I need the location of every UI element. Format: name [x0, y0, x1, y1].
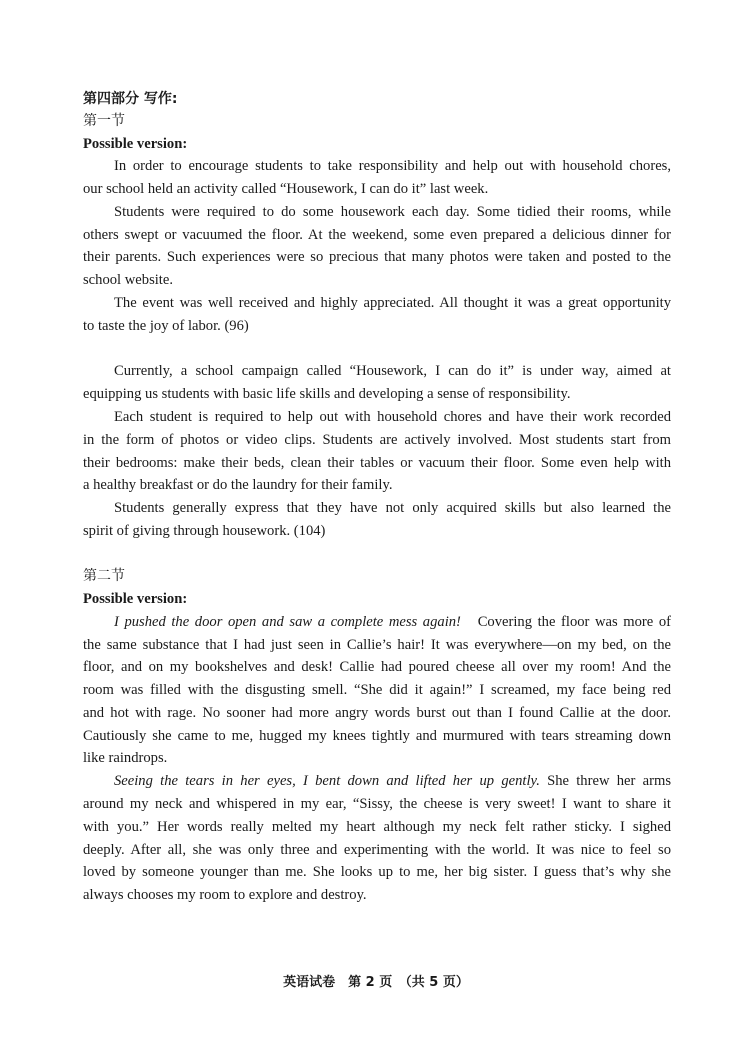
page-footer: 英语试卷 第 2 页 （共 5 页）: [283, 975, 469, 990]
essay-1-line: their parents. Such experiences were so precious that many photos were taken and posted to the: [83, 249, 671, 265]
paragraph-1-line: Cautiously she came to me, hugged my knees tightly and murmured with tears streaming down: [83, 728, 671, 744]
paragraph-2-line: loved by someone younger than me. She looks up to me, her big sister. I guess that’s why she: [83, 864, 671, 880]
essay-1-line: Students were required to do some housework each day. Some tidied their rooms, while: [114, 204, 671, 220]
section-1-label: 第一节: [83, 113, 125, 129]
essay-2-line: a healthy breakfast or do the laundry for their family.: [83, 477, 393, 493]
paragraph-1-line: room was filled with the disgusting smell. “She did it again!” I screamed, my face being red: [83, 682, 671, 698]
paragraph-2-line: with you.” Her words really melted my heart although my neck felt rather sticky. I sighed: [83, 819, 671, 835]
paragraph-2-line: deeply. After all, she was only three and experimenting with the world. It was nice to feel so: [83, 842, 671, 858]
paragraph-2-line: around my neck and whispered in my ear, “Sissy, the cheese is very sweet! I want to share it: [83, 796, 671, 812]
section-2-possible-version: Possible version:: [83, 591, 188, 607]
essay-1-line: to taste the joy of labor. (96): [83, 318, 249, 334]
essay-2-line: Currently, a school campaign called “Housework, I can do it” is under way, aimed at: [114, 363, 671, 379]
paragraph-1-line: and hot with rage. No sooner had more angry words burst out than I found Callie at the door.: [83, 705, 671, 721]
given-opening-sentence-1: I pushed the door open and saw a complete mess again!: [114, 614, 461, 630]
paragraph-1-line: like raindrops.: [83, 750, 168, 766]
paragraph-1-first-line: [114, 611, 671, 633]
paragraph-1-line: floor, and on my bookshelves and desk! Callie had poured cheese all over my room! And the: [83, 659, 671, 675]
section-1-possible-version: Possible version:: [83, 136, 188, 152]
given-opening-sentence-2: Seeing the tears in her eyes, I bent down and lifted her up gently.: [114, 773, 540, 789]
paragraph-2-first-line: [114, 770, 671, 792]
paragraph-1-line: the same substance that I had just seen in Callie’s hair! It was everywhere—on my bed, on the: [83, 637, 671, 653]
essay-1-line: The event was well received and highly appreciated. All thought it was a great opportunity: [114, 295, 671, 311]
essay-2-line: Each student is required to help out with household chores and have their work recorded: [114, 409, 671, 425]
paragraph-2-line: always chooses my room to explore and destroy.: [83, 887, 367, 903]
essay-2-line: Students generally express that they have not only acquired skills but also learned the: [114, 500, 671, 516]
essay-2-line: spirit of giving through housework. (104): [83, 523, 326, 539]
paragraph-1-continuation: Covering the floor was more of: [477, 614, 671, 630]
essay-2-line: in the form of photos or video clips. Students are actively involved. Most students start from: [83, 432, 671, 448]
essay-1-line: school website.: [83, 272, 173, 288]
essay-1-line: our school held an activity called “Housework, I can do it” last week.: [83, 181, 489, 197]
essay-2-line: their bedrooms: make their beds, clean their tables or vacuum their floor. Some even help with: [83, 455, 671, 471]
essay-1-line: others swept or vacuumed the floor. At the weekend, some even prepared a delicious dinner for: [83, 227, 671, 243]
part-heading: 第四部分 写作:: [83, 91, 178, 107]
essay-1-line: In order to encourage students to take responsibility and help out with household chores,: [114, 158, 671, 174]
paragraph-2-continuation: She threw her arms: [547, 773, 671, 789]
section-2-label: 第二节: [83, 568, 125, 584]
essay-2-line: equipping us students with basic life skills and developing a sense of responsibility.: [83, 386, 571, 402]
